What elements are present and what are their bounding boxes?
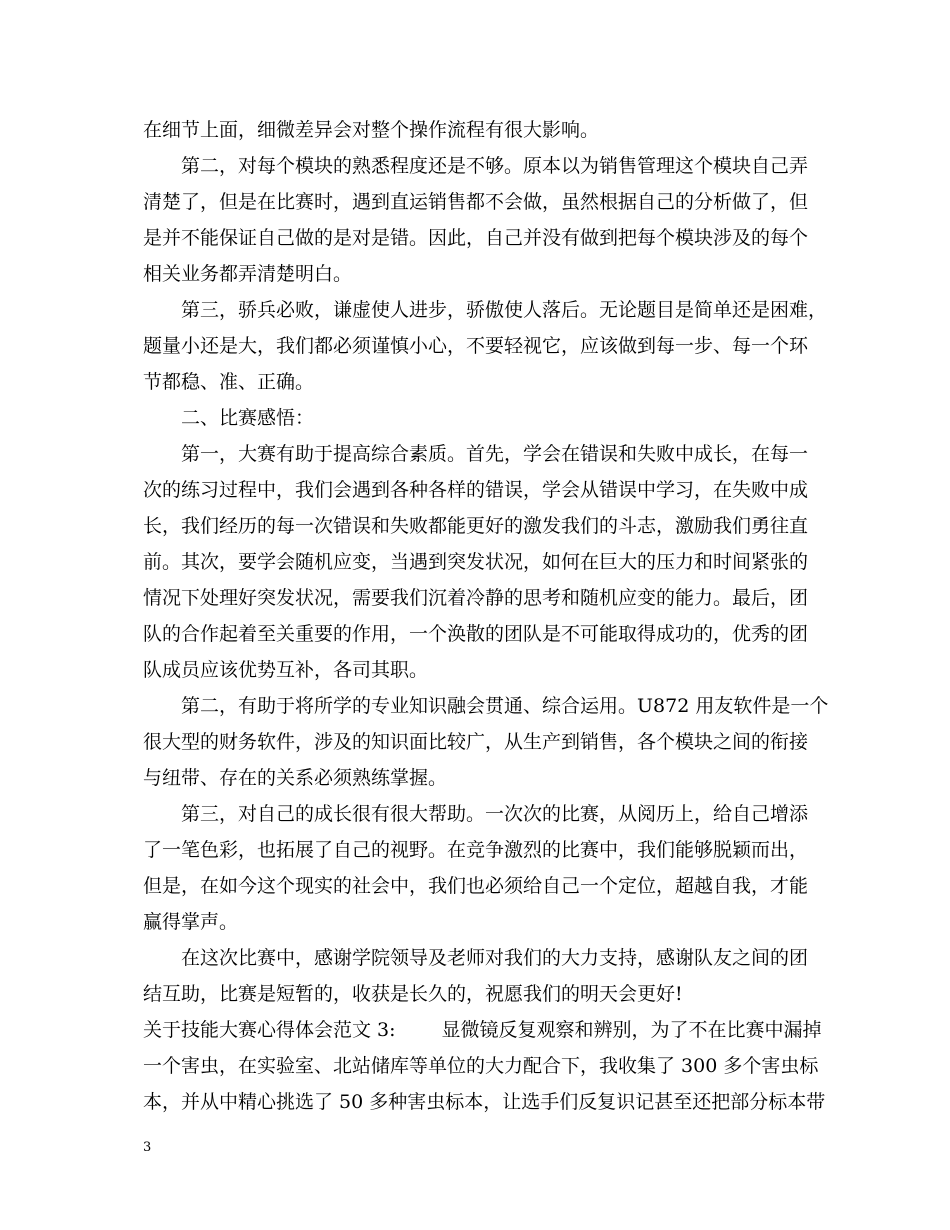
page-number: 3 [143, 1140, 152, 1155]
text-line: 第三，对自己的成长很有很大帮助。一次次的比赛，从阅历上，给自己增添 [181, 803, 809, 825]
text-line: 前。其次，要学会随机应变，当遇到突发状况，如何在巨大的压力和时间紧张的 [143, 551, 809, 573]
text-line: 第二，有助于将所学的专业知识融会贯通、综合运用。U872 用友软件是一个 [181, 695, 829, 717]
text-line: 情况下处理好突发状况，需要我们沉着冷静的思考和随机应变的能力。最后，团 [143, 587, 809, 609]
text-line: 长，我们经历的每一次错误和失败都能更好的激发我们的斗志，激励我们勇往直 [143, 515, 809, 537]
text-line: 清楚了，但是在比赛时，遇到直运销售都不会做，虽然根据自己的分析做了，但 [143, 191, 809, 213]
text-line: 赢得掌声。 [143, 911, 239, 933]
text-line: 第二，对每个模块的熟悉程度还是不够。原本以为销售管理这个模块自己弄 [181, 155, 809, 177]
text-line: 很大型的财务软件，涉及的知识面比较广，从生产到销售，各个模块之间的衔接 [143, 731, 809, 753]
text-line: 结互助，比赛是短暂的，收获是长久的，祝愿我们的明天会更好! [143, 983, 683, 1005]
text-line: 在细节上面，细微差异会对整个操作流程有很大影响。 [143, 119, 600, 141]
text-line: 相关业务都弄清楚明白。 [143, 263, 353, 285]
section-first-line: 显微镜反复观察和辨别，为了不在比赛中漏掉 [441, 1019, 822, 1041]
section-subheading: 二、比赛感悟： [181, 407, 315, 429]
text-line: 队成员应该优势互补，各司其职。 [143, 659, 429, 681]
text-line: 一个害虫，在实验室、北站储库等单位的大力配合下，我收集了 300 多个害虫标 [143, 1055, 819, 1077]
text-line: 题量小还是大，我们都必须谨慎小心，不要轻视它，应该做到每一步、每一个环 [143, 335, 809, 357]
text-line: 第一，大赛有助于提高综合素质。首先，学会在错误和失败中成长，在每一 [181, 443, 809, 465]
text-line: 队的合作起着至关重要的作用，一个涣散的团队是不可能取得成功的，优秀的团 [143, 623, 809, 645]
text-line: 节都稳、准、正确。 [143, 371, 315, 393]
section-heading-line [143, 1017, 822, 1043]
text-line: 第三，骄兵必败，谦虚使人进步，骄傲使人落后。无论题目是简单还是困难， [181, 299, 828, 321]
section-heading: 关于技能大赛心得体会范文 3: [143, 1019, 396, 1041]
text-line: 次的练习过程中，我们会遇到各种各样的错误，学会从错误中学习，在失败中成 [143, 479, 809, 501]
text-line: 但是，在如今这个现实的社会中，我们也必须给自己一个定位，超越自我，才能 [143, 875, 809, 897]
text-line: 本，并从中精心挑选了 50 多种害虫标本，让选手们反复识记甚至还把部分标本带 [143, 1091, 826, 1113]
text-line: 在这次比赛中，感谢学院领导及老师对我们的大力支持，感谢队友之间的团 [181, 947, 809, 969]
text-line: 与纽带、存在的关系必须熟练掌握。 [143, 767, 448, 789]
text-line: 了一笔色彩，也拓展了自己的视野。在竞争激烈的比赛中，我们能够脱颖而出， [143, 839, 809, 861]
text-line: 是并不能保证自己做的是对是错。因此，自己并没有做到把每个模块涉及的每个 [143, 227, 809, 249]
